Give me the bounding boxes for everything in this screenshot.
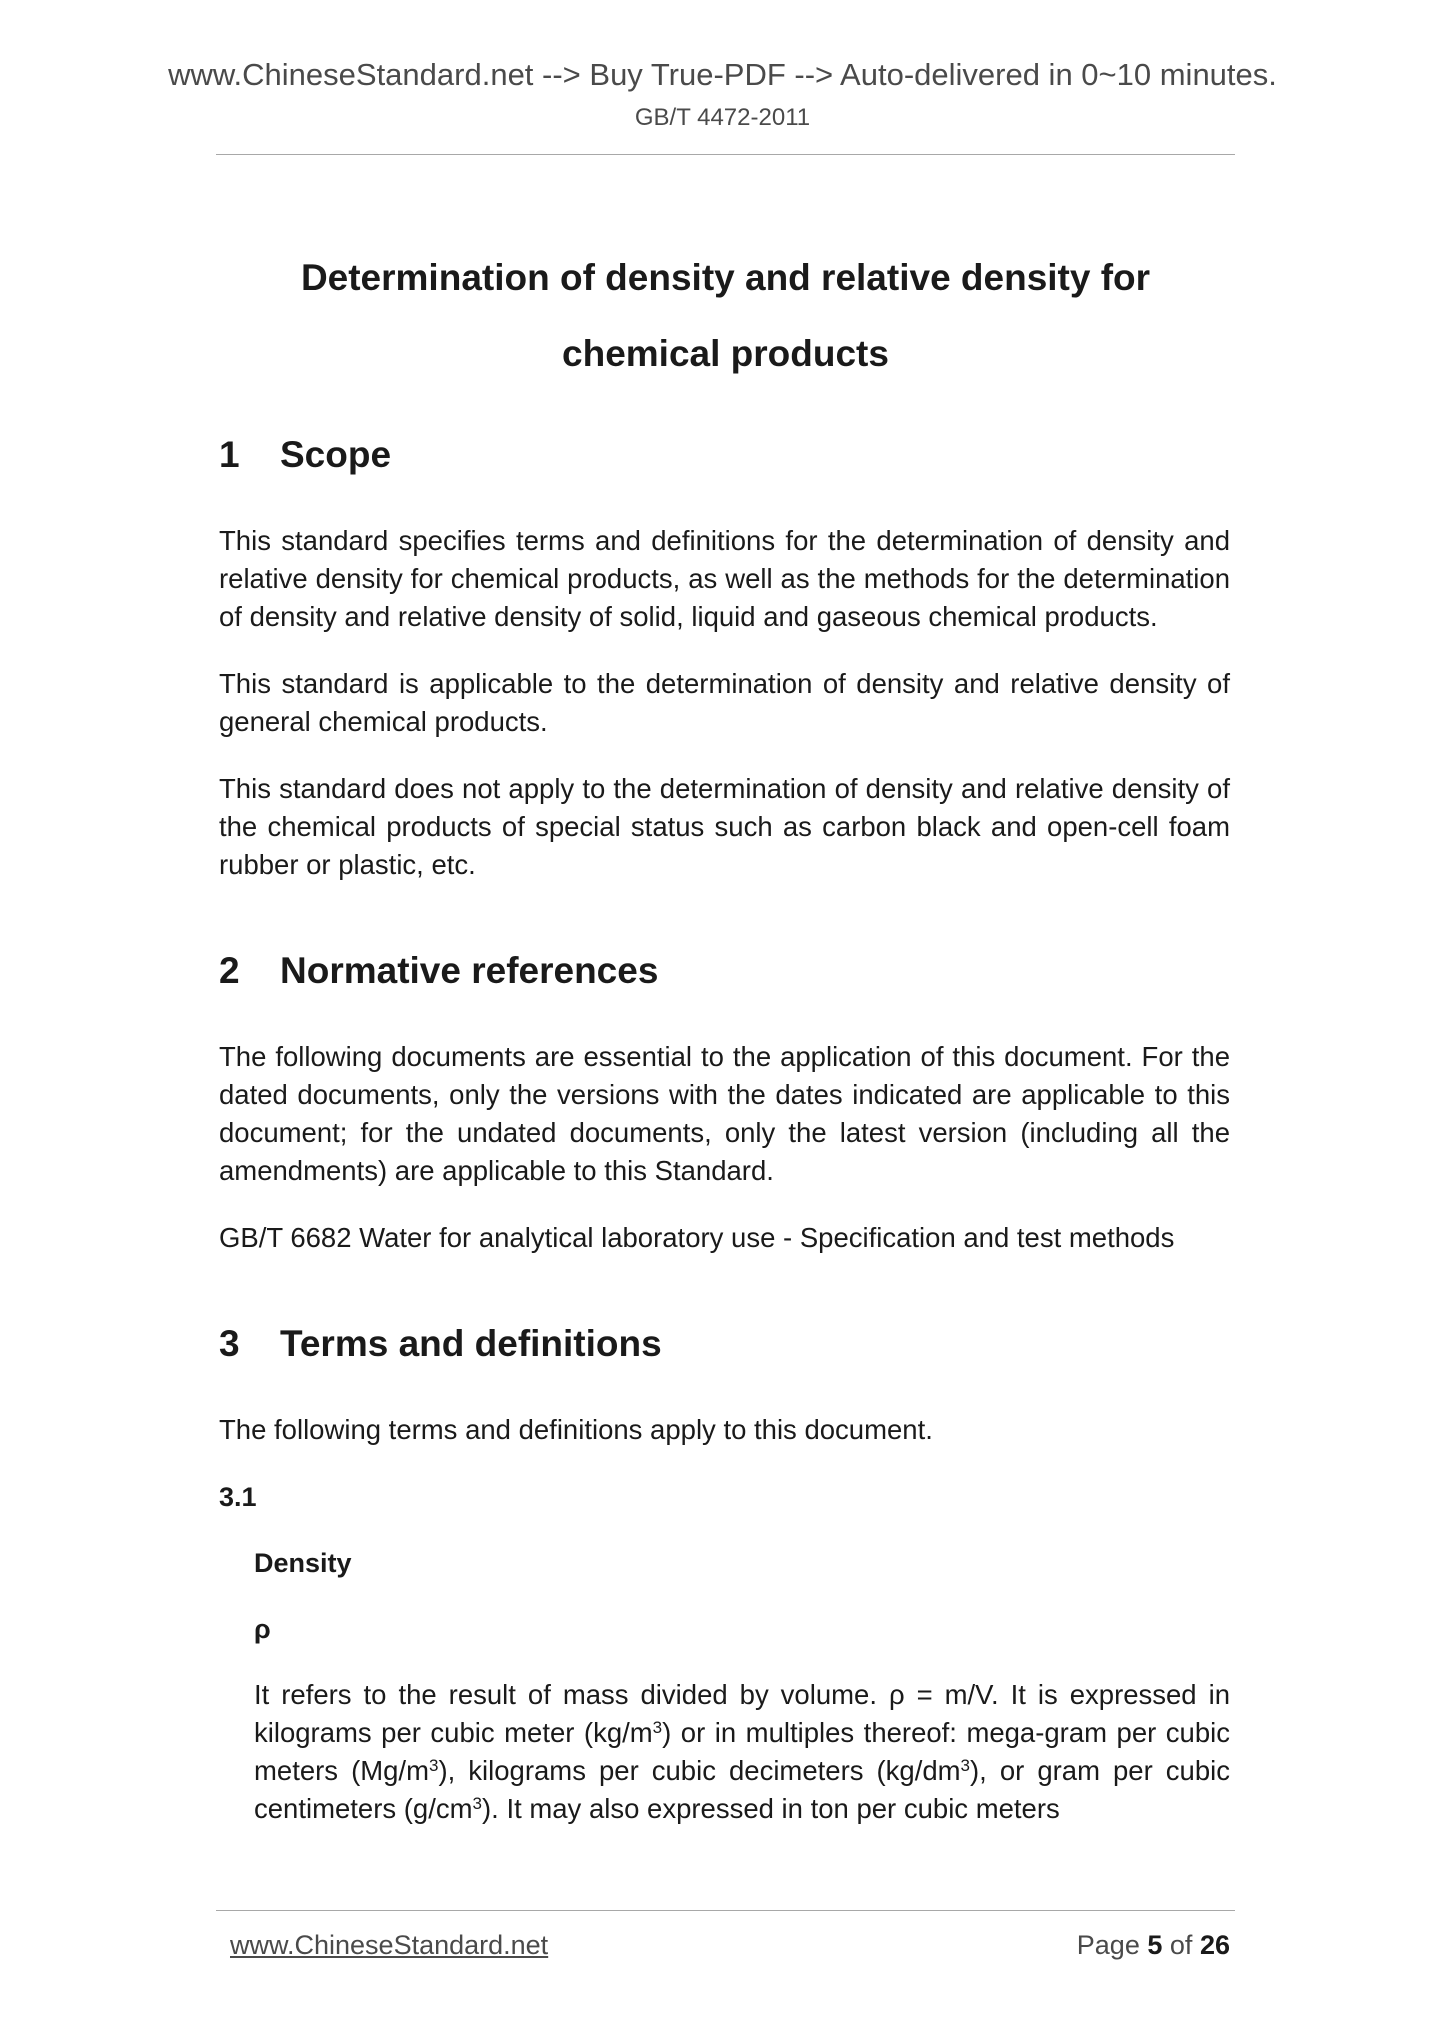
document-title [216,240,1235,392]
section-title: Normative references [280,950,659,991]
document-title-line-1: Determination of density and relative density for [300,257,1151,298]
definition-text: It refers to the result of mass divided by volume. ρ = m/V. It is expressed in kilograms per cubic meter (kg/m [254,1679,1230,1748]
document-body [219,432,1230,1857]
reference-entry: GB/T 6682 Water for analytical laboratory use - Specification and test methods [219,1222,1175,1253]
definition-text: ), or gram per cubic centimeters (g/cm [254,1755,1230,1824]
header-divider [216,154,1235,155]
paragraph: The following terms and definitions apply to this document. [219,1414,933,1445]
spacer [219,1286,1230,1321]
footer-site-link[interactable]: www.ChineseStandard.net [230,1930,549,1960]
section-scope [219,432,1230,884]
section-number: 1 [219,434,240,475]
section-number: 2 [219,950,240,991]
document-title-line-2: chemical products [562,333,889,374]
section-number: 3 [219,1323,240,1364]
section-terms-definitions [219,1321,1230,1828]
definition-text: ), kilograms per cubic decimeters (kg/dm [438,1755,961,1786]
section-heading [219,1321,1230,1367]
page-current: 5 [1147,1930,1163,1960]
definition-text: ) or in multiples thereof: mega-gram per cubic meters (Mg/m [254,1717,1230,1786]
definition-text: ). It may also expressed in ton per cubic meters [482,1793,1060,1824]
section-heading [219,432,1230,478]
paragraph: This standard specifies terms and definitions for the determination of density and relative density for chemical products, as well as the methods for the determination of density and relative density of solid, liquid and gaseous chemical products. [219,525,1230,632]
section-heading [219,948,1230,994]
term-name: Density [254,1548,352,1578]
paragraph: This standard is applicable to the determination of density and relative density of general chemical products. [219,668,1230,737]
purchase-banner: www.ChineseStandard.net --> Buy True-PDF --> Auto-delivered in 0~10 minutes. [168,57,1277,92]
term-definition [254,1676,1230,1828]
term-entry [219,1544,1230,1828]
paragraph: The following documents are essential to the application of this document. For the dated documents, only the versions with the dates indicated are applicable to this document; for the undated documents, only the latest version (including all the amendments) are applicable to this Standard. [219,1041,1230,1186]
section-title: Scope [280,434,392,475]
standard-code: GB/T 4472-2011 [634,104,811,131]
page-prefix: Page [1076,1930,1140,1960]
spacer [219,913,1230,948]
footer-divider [216,1910,1235,1911]
exponent: 3 [428,1756,439,1775]
paragraph: This standard does not apply to the determination of density and relative density of the chemical products of special status such as carbon black and open-cell foam rubber or plastic, etc. [219,773,1230,880]
section-title: Terms and definitions [280,1323,662,1364]
page-total: 26 [1199,1930,1230,1960]
exponent: 3 [472,1794,482,1813]
page-of: of [1169,1930,1193,1960]
section-normative-references [219,948,1230,1257]
clause-number: 3.1 [219,1482,257,1512]
page-indicator [1077,1930,1230,1961]
term-symbol: ρ [254,1614,271,1644]
exponent: 3 [960,1756,971,1775]
exponent: 3 [652,1718,663,1737]
